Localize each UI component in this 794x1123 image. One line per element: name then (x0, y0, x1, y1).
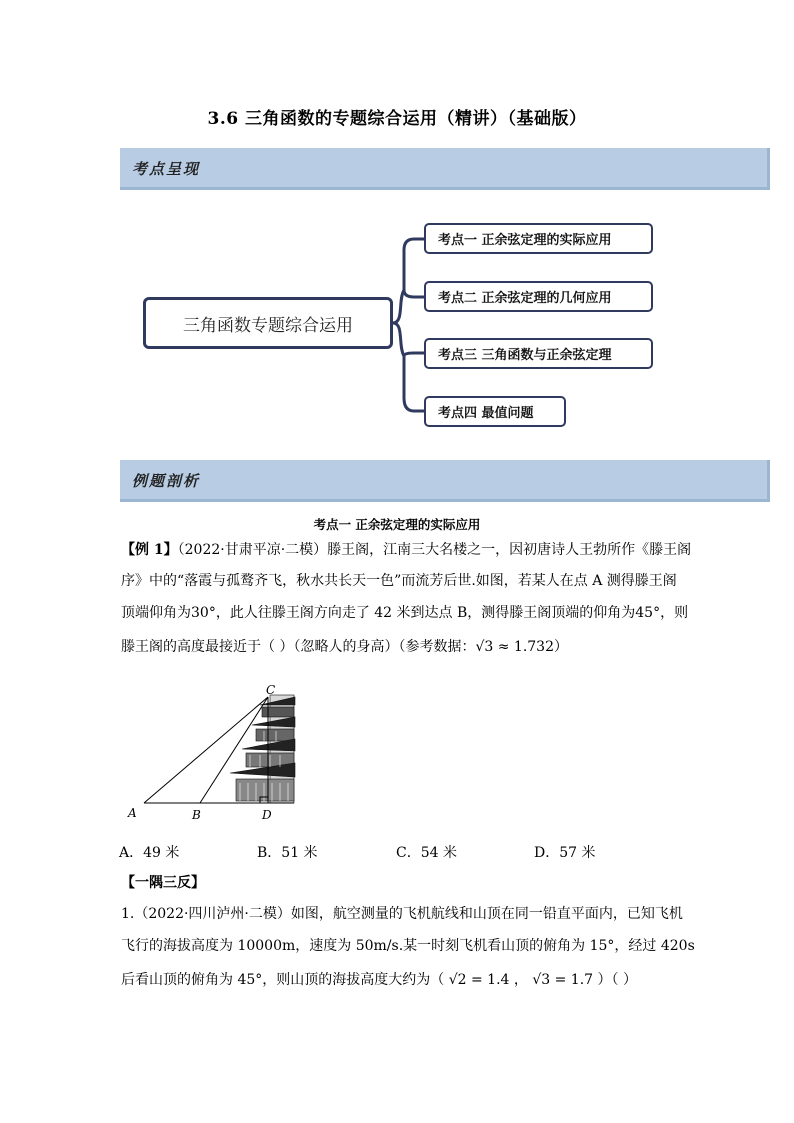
point-label-a: A (128, 806, 137, 820)
document-title: 3.6 三角函数的专题综合运用（精讲）（基础版） (207, 109, 587, 129)
section-banner-examples (120, 460, 770, 502)
option-c: C．54 米 (396, 845, 457, 861)
option-d: D．57 米 (534, 845, 596, 861)
point-label-d: D (262, 808, 272, 822)
option-b: B．51 米 (257, 845, 318, 861)
mindmap-node-3: 考点三 三角函数与正余弦定理 (424, 338, 653, 369)
example-line-3: 顶端仰角为30°，此人往滕王阁方向走了 42 米到达点 B，测得滕王阁顶端的仰角为45°，则 (121, 605, 689, 621)
mindmap-node-1: 考点一 正余弦定理的实际应用 (424, 223, 653, 254)
practice-line-3: 后看山顶的俯角为 45°，则山顶的海拔高度大约为（ √2 = 1.4 ， √3 = 1.7 ）（ ） (121, 972, 637, 988)
example-text: （2022·甘肃平凉·二模）滕王阁，江南三大名楼之一，因初唐诗人王勃所作《滕王阁 (177, 542, 692, 558)
point-label-c: C (266, 683, 276, 697)
option-a: A．49 米 (119, 845, 180, 861)
practice-line-2: 飞行的海拔高度为 10000m，速度为 50m/s.某一时刻飞机看山顶的俯角为 15°，经过 420s (121, 938, 695, 954)
pavilion-building (230, 695, 295, 803)
section-heading: 考点一 正余弦定理的实际应用 (313, 517, 481, 532)
practice-heading: 【一隅三反】 (121, 875, 205, 891)
point-label-b: B (192, 808, 201, 822)
pavilion-figure (120, 683, 300, 823)
example-line-2: 序》中的“落霞与孤鹜齐飞，秋水共长天一色”而流芳后世.如图，若某人在点 A 测得滕王阁 (121, 573, 677, 589)
banner-label: 例题剖析 (132, 472, 201, 490)
banner-label: 考点呈现 (132, 160, 201, 178)
mindmap-connectors (0, 0, 794, 470)
mindmap-node-2: 考点二 正余弦定理的几何应用 (424, 281, 653, 312)
practice-line-1: 1.（2022·四川泸州·二模）如图，航空测量的飞机航线和山顶在同一铅直平面内，已知飞机 (121, 906, 683, 922)
example-line-1 (121, 540, 691, 560)
mindmap-root: 三角函数专题综合运用 (143, 297, 393, 349)
example-tag: 【例 1】 (121, 542, 178, 558)
example-line-4: 滕王阁的高度最接近于（ ）（忽略人的身高）（参考数据：√3 ≈ 1.732） (121, 639, 568, 655)
mindmap-node-4: 考点四 最值问题 (424, 396, 566, 427)
